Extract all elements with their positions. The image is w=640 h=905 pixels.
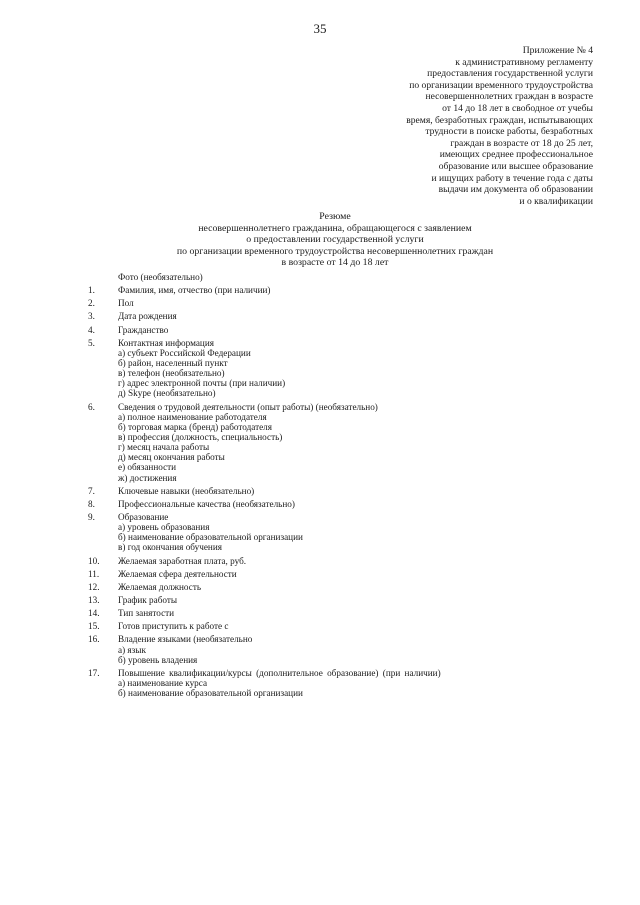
list-item [88,556,528,566]
appendix-line: и о квалификации [519,195,593,207]
list-item-label: Профессиональные качества (необязательно) [118,498,295,509]
list-item-label: Образование [118,511,169,522]
document-subtitle-line: о предоставлении государственной услуги [246,234,424,246]
list-subitem: в) телефон (необязательно) [118,368,225,379]
list-item [88,621,528,631]
appendix-line: несовершеннолетних граждан в возрасте [425,91,593,103]
appendix-line: по организации временного трудоустройства [409,79,593,91]
list-item-label: Фамилия, имя, отчество (при наличии) [118,285,271,296]
list-item-label: Желаемая заработная плата, руб. [118,555,247,566]
document-subtitle-line: по организации временного трудоустройства несовершеннолетних граждан [176,245,494,257]
list-item [88,512,528,522]
appendix-line: предоставления государственной услуги [427,68,593,80]
document-subtitle-line: несовершеннолетнего гражданина, обращающегося с заявлением [198,222,472,234]
list-item-number: 1. [88,285,95,296]
list-item [88,285,528,295]
list-item [88,298,528,308]
list-item-number: 4. [88,324,95,335]
list-item-label: Тип занятости [118,608,175,619]
list-item-number: 9. [88,511,95,522]
list-item-number: 15. [88,621,100,632]
list-item-number: 17. [88,667,100,678]
list-subitem: б) уровень владения [118,654,198,665]
list-subitem: а) язык [118,644,146,655]
list-item-label: Владение языками (необязательно [118,634,253,645]
list-item-label: Желаемая сфера деятельности [118,568,237,579]
list-item-label: Желаемая должность [118,581,202,592]
list-subitem: г) месяц начала работы [118,442,210,453]
appendix-line: трудности в поиске работы, безработных [425,126,593,138]
document-subtitle-line: в возрасте от 14 до 18 лет [281,257,389,269]
appendix-line: и ищущих работу в течение года с даты [431,172,593,184]
list-subitem: д) месяц окончания работы [118,452,225,463]
photo-label: Фото (необязательно) [118,272,203,282]
list-subitem: в) год окончания обучения [118,542,222,553]
list-item-number: 13. [88,594,100,605]
list-item-number: 3. [88,311,95,322]
list-item-label: Сведения о трудовой деятельности (опыт работы) (необязательно) [118,401,378,412]
list-item [88,499,528,509]
list-item-label: Ключевые навыки (необязательно) [118,485,255,496]
list-subitem: а) полное наименование работодателя [118,411,267,422]
list-subitem: а) субъект Российской Федерации [118,347,251,358]
list-item-label: Готов приступить к работе с [118,621,229,632]
appendix-line: от 14 до 18 лет в свободное от учебы [442,102,593,114]
list-item-label: Гражданство [118,324,169,335]
list-subitem: б) район, населенный пункт [118,357,228,368]
appendix-line: к административному регламенту [455,56,593,68]
list-item [88,582,528,592]
list-item [88,595,528,605]
list-subitem: г) адрес электронной почты (при наличии) [118,378,286,389]
list-item [88,402,528,412]
appendix-line: Приложение № 4 [522,45,593,56]
appendix-line: выдачи им документа об образовании [438,184,593,196]
page-number: 35 [313,21,327,36]
document-title-block [150,211,520,269]
resume-items [88,285,528,698]
list-item [88,634,528,644]
list-item-label: График работы [118,594,178,605]
list-subitem: ж) достижения [118,472,177,483]
list-item-label: Повышение квалификации/курсы (дополнительное образование) (при наличии) [118,667,441,678]
appendix-line: граждан в возрасте от 18 до 25 лет, [450,137,593,149]
list-item [88,338,528,348]
list-item-number: 5. [88,337,95,348]
list-item [88,668,528,678]
list-item [88,311,528,321]
list-item-label: Пол [118,298,134,309]
list-item [88,325,528,335]
list-item-number: 14. [88,608,100,619]
list-subitem: в) профессия (должность, специальность) [118,431,283,442]
appendix-line: имеющих среднее профессиональное [439,149,593,161]
list-item [88,569,528,579]
list-item [88,608,528,618]
list-subitem: б) наименование образовательной организации [118,532,303,543]
list-item-number: 8. [88,498,95,509]
list-subitem: а) уровень образования [118,522,210,533]
list-item-label: Контактная информация [118,337,214,348]
list-item-number: 16. [88,634,100,645]
document-title: Резюме [319,211,351,222]
list-subitem: а) наименование курса [118,677,208,688]
appendix-line: образование или высшее образование [438,160,593,172]
appendix-header [333,45,593,207]
list-subitem: б) наименование образовательной организации [118,688,303,699]
list-subitem: е) обязанности [118,462,177,473]
list-item [88,486,528,496]
list-item-label: Дата рождения [118,311,177,322]
list-item-number: 12. [88,581,100,592]
list-item-number: 7. [88,485,95,496]
list-item-number: 2. [88,298,95,309]
photo-field [88,272,528,282]
resume-fields-list [88,272,528,698]
list-subitem: д) Skype (необязательно) [118,388,216,399]
list-item-number: 6. [88,401,95,412]
list-subitem: б) торговая марка (бренд) работодателя [118,421,272,432]
list-item-number: 10. [88,555,100,566]
appendix-line: время, безработных граждан, испытывающих [406,114,593,126]
list-item-number: 11. [88,568,100,579]
